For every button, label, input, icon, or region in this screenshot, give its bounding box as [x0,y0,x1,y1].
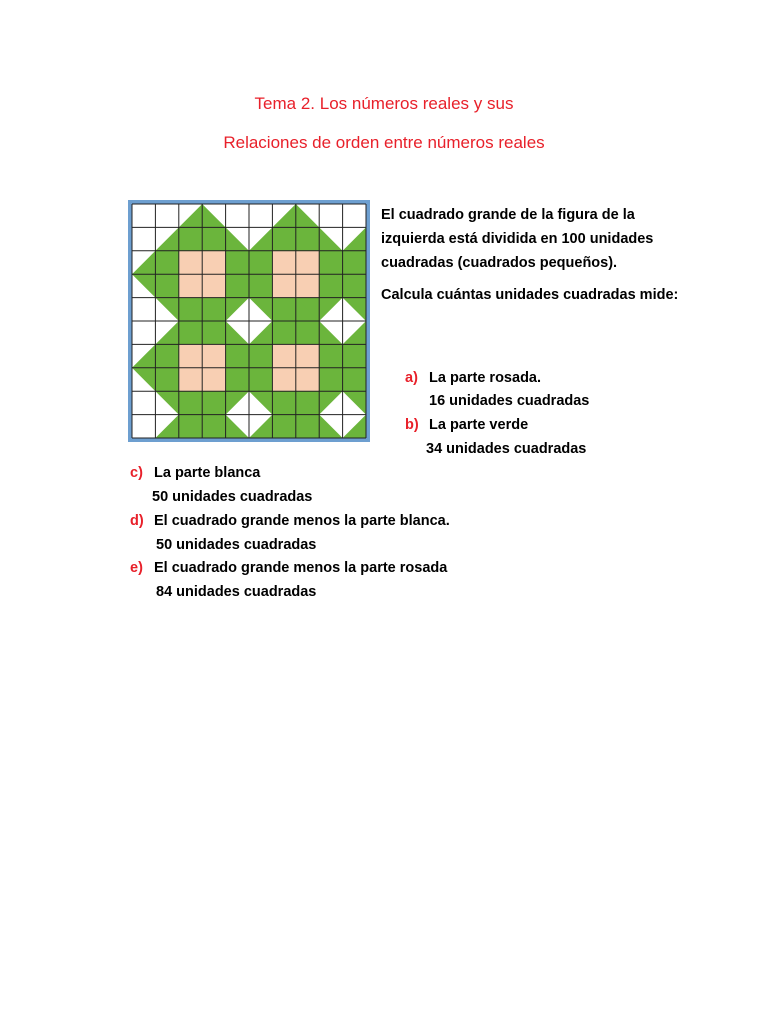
question-c [130,461,260,485]
question-text: La parte rosada. [429,370,542,386]
question-letter: a) [405,370,418,386]
answer-e: 84 unidades cuadradas [156,584,317,600]
grid-figure [128,200,370,442]
question-text: El cuadrado grande menos la parte blanca. [154,513,450,529]
question-d [130,509,450,533]
question-letter: b) [405,417,419,433]
intro-paragraph: El cuadrado grande de la figura de la izquierda está dividida en 100 unidades cuadradas (cuadrados pequeños). [381,207,654,271]
question-e [130,556,447,580]
intro-text [381,203,681,307]
page-title: Tema 2. Los números reales y sus [254,94,514,113]
answer-a: 16 unidades cuadradas [429,393,590,409]
question-letter: e) [130,560,143,576]
answer-b: 34 unidades cuadradas [426,441,587,457]
question-text: El cuadrado grande menos la parte rosada [154,560,448,576]
question-letter: d) [130,513,144,529]
question-a [405,366,541,390]
intro-instruction: Calcula cuántas unidades cuadradas mide: [381,287,679,303]
question-letter: c) [130,465,143,481]
question-text: La parte verde [429,417,529,433]
page-subtitle: Relaciones de orden entre números reales [223,133,545,152]
answer-d: 50 unidades cuadradas [156,537,317,553]
question-b [405,413,528,437]
question-text: La parte blanca [154,465,261,481]
answer-c: 50 unidades cuadradas [152,489,313,505]
